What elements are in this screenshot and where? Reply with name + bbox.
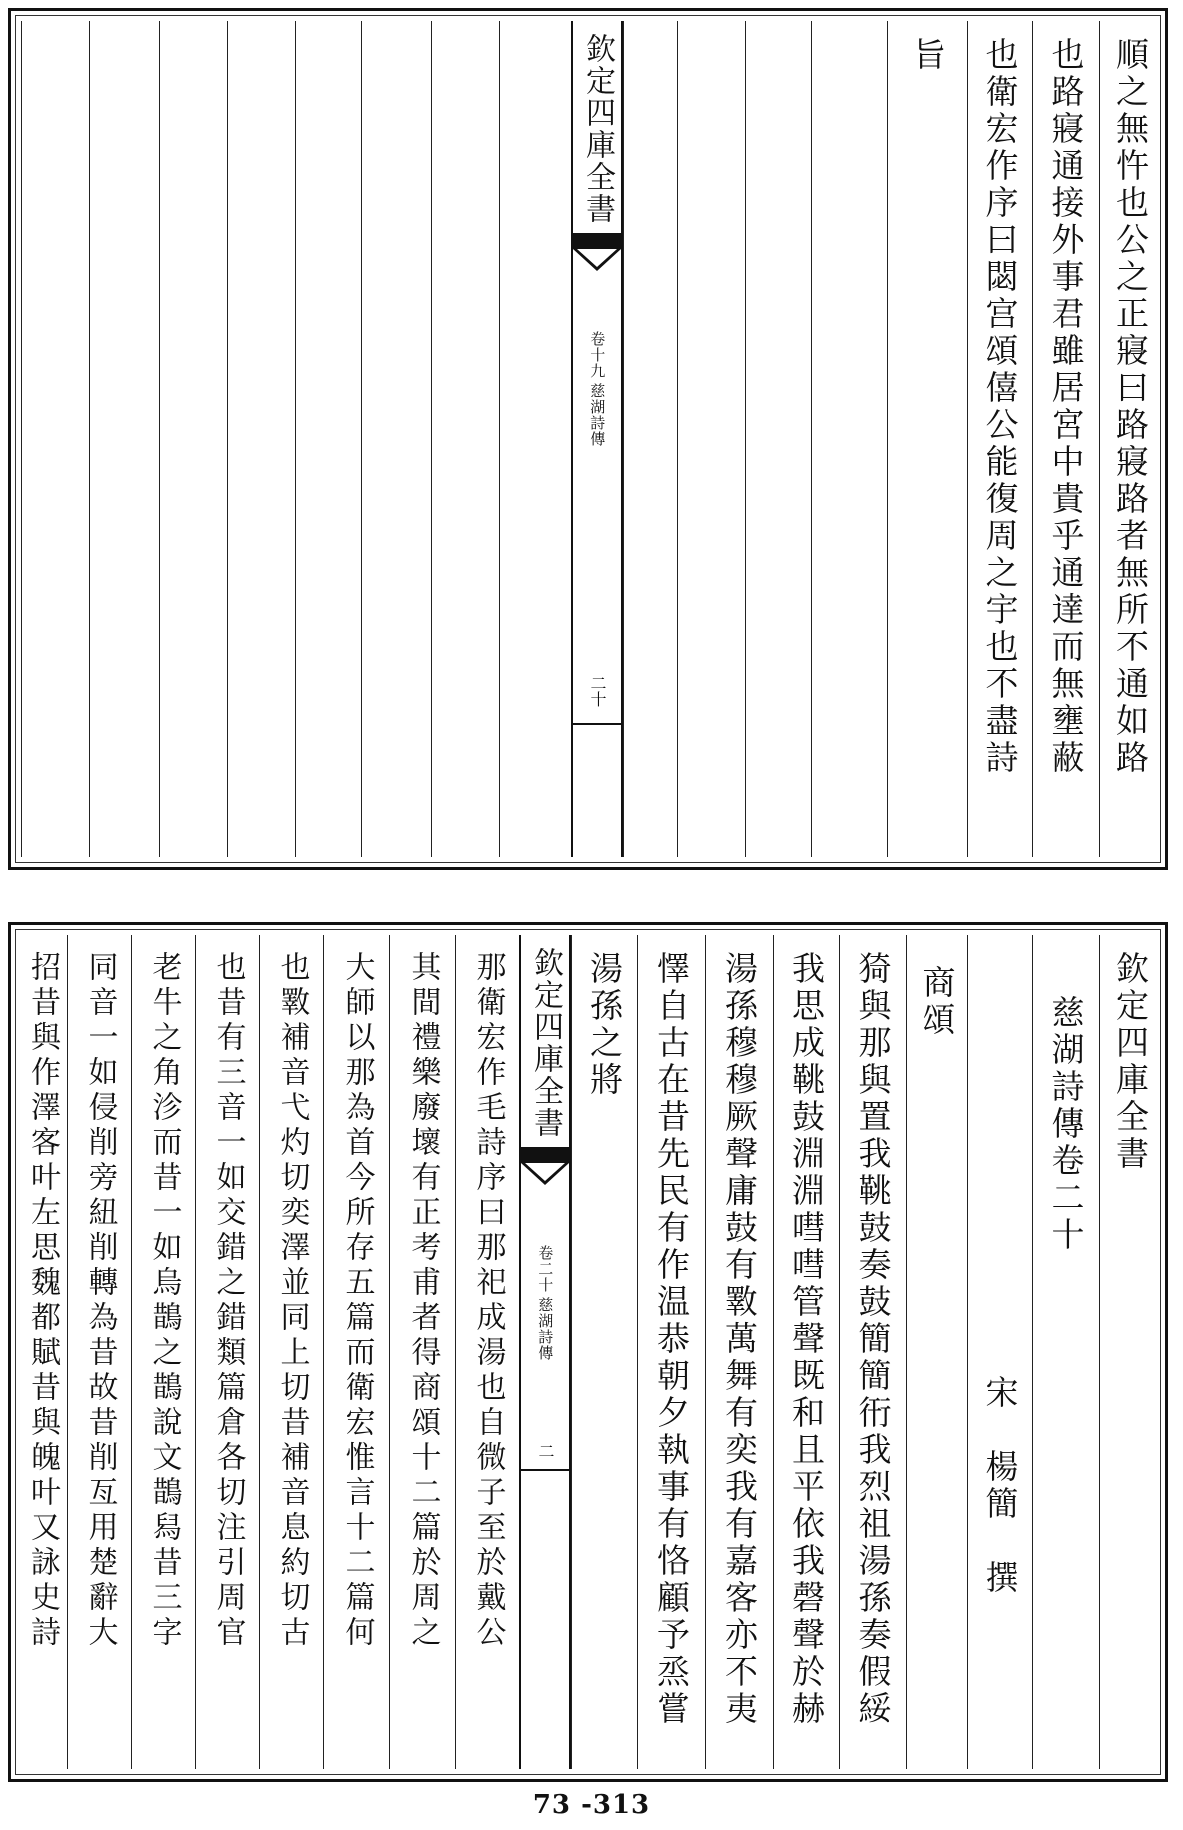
text-column <box>906 935 967 1769</box>
fish-tail-mark <box>573 233 621 271</box>
empty-column <box>227 21 295 857</box>
column-text: 也斁補音弋灼切奕澤並同上切昔補音息約切古 <box>274 951 310 1651</box>
top-page-panel <box>8 8 1168 870</box>
bottom-page-panel <box>8 922 1168 1782</box>
center-rule <box>521 1469 569 1471</box>
column-text: 猗與那與置我鞉鼓奏鼓簡簡衎我烈祖湯孫奏假綏 <box>853 951 893 1728</box>
center-title: 欽定四庫全書 <box>580 33 615 225</box>
column-text: 也衛宏作序曰閟宫頌僖公能復周之宇也不盡詩 <box>980 37 1020 777</box>
column-text: 湯孫之將 <box>585 951 624 1099</box>
center-page-number: 二 <box>536 1443 555 1459</box>
center-fold <box>571 21 623 857</box>
center-book-info <box>537 1245 554 1361</box>
text-column <box>17 935 67 1769</box>
column-text: 順之無忤也公之正寢曰路寢路者無所不通如路 <box>1111 37 1150 777</box>
text-column <box>1032 935 1099 1769</box>
column-text: 其間禮樂廢壞有正考甫者得商頌十二篇於周之 <box>405 951 441 1651</box>
text-column <box>323 935 389 1769</box>
text-column <box>967 21 1032 857</box>
fish-tail-mark <box>521 1147 569 1185</box>
column-text: 也昔有三音一如交錯之錯類篇倉各切注引周官 <box>210 951 246 1651</box>
column-text: 同音一如侵削旁紐削轉為昔故昔削亙用楚辭大 <box>82 951 118 1651</box>
column-text: 旨 <box>908 37 947 74</box>
column-text: 我思成鞉鼓淵淵嘒嘒管聲既和且平依我磬聲於赫 <box>787 951 826 1728</box>
center-volume: 卷二十 <box>536 1245 555 1293</box>
center-rule <box>573 723 621 725</box>
center-page-number: 二十 <box>588 675 607 707</box>
text-column <box>773 935 839 1769</box>
column-text: 商頌 <box>917 965 957 1039</box>
column-text: 大師以那為首今所存五篇而衛宏惟言十二篇何 <box>339 951 375 1651</box>
column-text: 老牛之角沴而昔一如烏鵲之鵲說文鵲舄昔三字 <box>146 951 182 1651</box>
empty-column <box>677 21 745 857</box>
text-column <box>571 935 637 1769</box>
text-column <box>1032 21 1099 857</box>
text-column <box>1099 21 1161 857</box>
empty-column <box>89 21 159 857</box>
text-column <box>967 935 1032 1769</box>
column-text: 招昔與作澤客叶左思魏都賦昔與魄叶又詠史詩 <box>25 951 60 1651</box>
empty-column <box>431 21 499 857</box>
empty-column <box>499 21 571 857</box>
center-book-title: 慈湖詩傳 <box>588 383 607 447</box>
text-column <box>839 935 906 1769</box>
text-column <box>259 935 323 1769</box>
column-text: 湯孫穆穆厥聲庸鼓有斁萬舞有奕我有嘉客亦不夷 <box>720 951 759 1728</box>
text-column <box>389 935 455 1769</box>
text-column <box>705 935 773 1769</box>
text-column <box>67 935 131 1769</box>
column-text: 也路寢通接外事君雖居宮中貴乎通達而無壅蔽 <box>1046 37 1086 777</box>
center-volume: 卷十九 <box>588 331 607 379</box>
empty-column <box>745 21 811 857</box>
empty-column <box>361 21 431 857</box>
text-column <box>887 21 967 857</box>
center-fold <box>519 935 571 1769</box>
text-column <box>455 935 519 1769</box>
page-number: 73 -313 <box>532 1790 651 1820</box>
empty-column <box>295 21 361 857</box>
center-title: 欽定四庫全書 <box>528 947 563 1139</box>
empty-column <box>159 21 227 857</box>
column-text: 欽定四庫全書 <box>1111 951 1150 1173</box>
column-text: 慈湖詩傳卷二十 <box>1046 995 1086 1254</box>
text-column <box>1099 935 1161 1769</box>
empty-column <box>623 21 677 857</box>
empty-column <box>21 21 89 857</box>
column-text: 那衛宏作毛詩序曰那祀成湯也自微子至於戴公 <box>470 951 506 1651</box>
text-column <box>131 935 195 1769</box>
author-line: 宋 楊簡 撰 <box>980 1375 1020 1597</box>
center-book-title: 慈湖詩傳 <box>536 1297 555 1361</box>
text-column <box>637 935 705 1769</box>
center-book-info <box>589 331 606 447</box>
empty-column <box>811 21 887 857</box>
text-column <box>195 935 259 1769</box>
column-text: 懌自古在昔先民有作温恭朝夕執事有恪顧予烝嘗 <box>652 951 691 1728</box>
